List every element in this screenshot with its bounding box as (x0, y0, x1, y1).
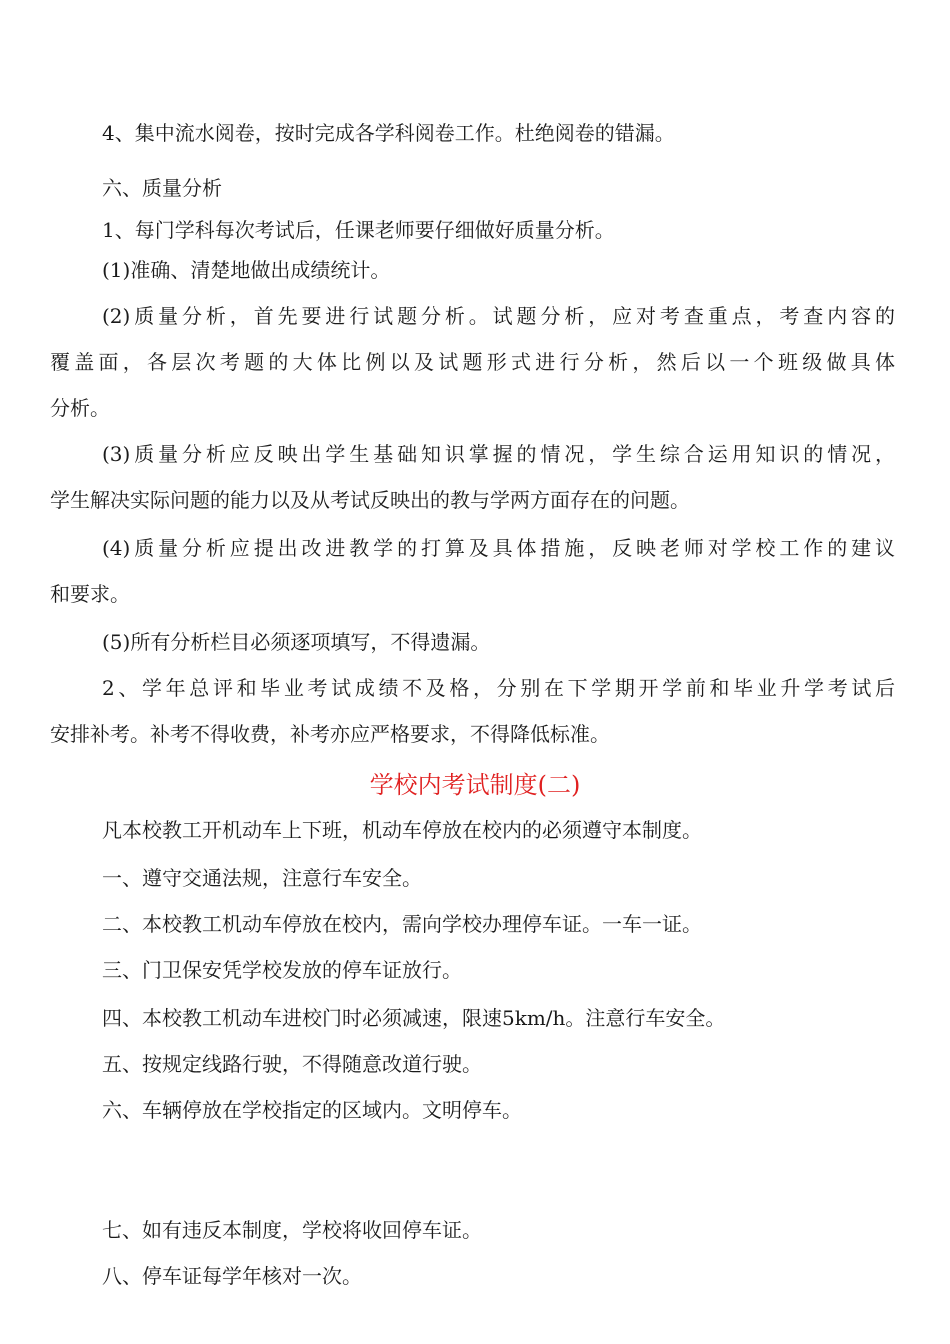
heading-quality-analysis: 六、质量分析 (102, 176, 222, 200)
rule-5: 五、按规定线路行驶，不得随意改道行驶。 (102, 1052, 482, 1076)
rule-1: 一、遵守交通法规，注意行车安全。 (102, 866, 422, 890)
rule-7: 七、如有违反本制度，学校将收回停车证。 (102, 1218, 482, 1242)
section-title: 学校内考试制度(二) (369, 771, 581, 799)
paragraph-sub-5: (5)所有分析栏目必须逐项填写，不得遗漏。 (102, 630, 491, 654)
paragraph-sub-4-line-1: (4)质量分析应提出改进教学的打算及具体措施，反映老师对学校工作的建议 (102, 536, 895, 560)
paragraph-intro: 凡本校教工开机动车上下班，机动车停放在校内的必须遵守本制度。 (102, 818, 702, 842)
paragraph-item-2-line-1: 2、学年总评和毕业考试成绩不及格，分别在下学期开学前和毕业升学考试后 (102, 676, 895, 700)
paragraph-sub-2-line-1: (2)质量分析，首先要进行试题分析。试题分析，应对考查重点，考查内容的 (102, 304, 895, 328)
paragraph-sub-1: (1)准确、清楚地做出成绩统计。 (102, 258, 391, 282)
rule-2: 二、本校教工机动车停放在校内，需向学校办理停车证。一车一证。 (102, 912, 702, 936)
paragraph-item-1: 1、每门学科每次考试后，任课老师要仔细做好质量分析。 (102, 218, 615, 242)
rule-3: 三、门卫保安凭学校发放的停车证放行。 (102, 958, 462, 982)
paragraph-sub-3-line-2: 学生解决实际问题的能力以及从考试反映出的教与学两方面存在的问题。 (50, 488, 690, 512)
rule-6: 六、车辆停放在学校指定的区域内。文明停车。 (102, 1098, 522, 1122)
paragraph-sub-2-line-3: 分析。 (50, 396, 110, 420)
paragraph-item-4: 4、集中流水阅卷，按时完成各学科阅卷工作。杜绝阅卷的错漏。 (102, 121, 675, 145)
rule-8: 八、停车证每学年核对一次。 (102, 1264, 362, 1288)
rule-4: 四、本校教工机动车进校门时必须减速，限速5km/h。注意行车安全。 (102, 1006, 726, 1030)
paragraph-item-2-line-2: 安排补考。补考不得收费，补考亦应严格要求，不得降低标准。 (50, 722, 610, 746)
paragraph-sub-2-line-2: 覆盖面，各层次考题的大体比例以及试题形式进行分析，然后以一个班级做具体 (50, 350, 895, 374)
paragraph-sub-3-line-1: (3)质量分析应反映出学生基础知识掌握的情况，学生综合运用知识的情况， (102, 442, 895, 466)
paragraph-sub-4-line-2: 和要求。 (50, 582, 130, 606)
